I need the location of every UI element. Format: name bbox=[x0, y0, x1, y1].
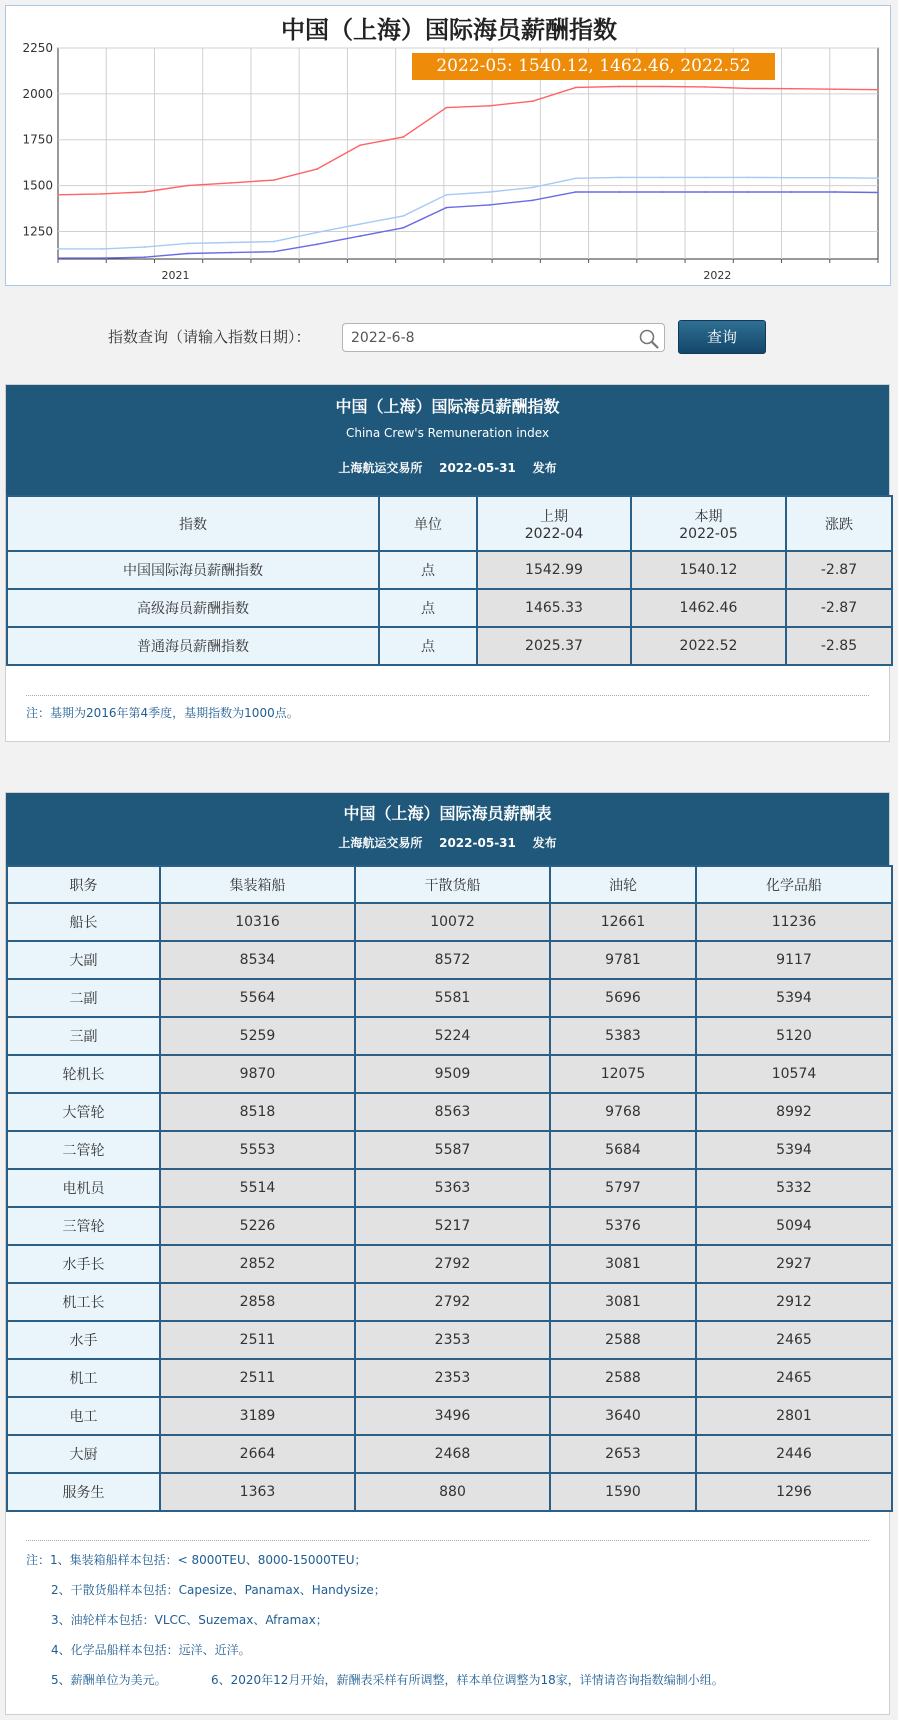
salary-cell: 5226 bbox=[160, 1207, 355, 1245]
salary-cell: 2653 bbox=[550, 1435, 696, 1473]
salary-cell: 2468 bbox=[355, 1435, 550, 1473]
rank-cell: 机工 bbox=[7, 1359, 160, 1397]
salary-cell: 2792 bbox=[355, 1245, 550, 1283]
salary-cell: 2465 bbox=[696, 1359, 892, 1397]
rank-cell: 水手 bbox=[7, 1321, 160, 1359]
salary-cell: 2912 bbox=[696, 1283, 892, 1321]
query-label: 指数查询（请输入指数日期）： bbox=[108, 328, 311, 346]
data-point bbox=[230, 182, 232, 184]
table-row bbox=[7, 1245, 892, 1283]
publisher: 上海航运交易所 bbox=[338, 461, 423, 475]
data-point bbox=[618, 86, 620, 88]
salary-cell: 5696 bbox=[550, 979, 696, 1017]
salary-cell: 9781 bbox=[550, 941, 696, 979]
rank-cell: 二管轮 bbox=[7, 1131, 160, 1169]
salary-cell: 5394 bbox=[696, 979, 892, 1017]
salary-cell: 5259 bbox=[160, 1017, 355, 1055]
data-point bbox=[791, 88, 793, 90]
index-header-row bbox=[7, 496, 892, 551]
index-table-title: 中国（上海）国际海员薪酬指数 bbox=[335, 397, 560, 416]
header-index: 指数 bbox=[7, 496, 379, 551]
data-point bbox=[446, 194, 448, 196]
salary-cell: 5587 bbox=[355, 1131, 550, 1169]
index-unit: 点 bbox=[379, 551, 477, 589]
data-point bbox=[704, 191, 706, 193]
index-panel bbox=[5, 384, 890, 742]
salary-note-6: 6、2020年12月开始，薪酬表采样有所调整，样本单位调整为18家，详情请咨询指数编制小组。 bbox=[211, 1673, 724, 1687]
y-tick-label: 2250 bbox=[22, 41, 53, 55]
data-point bbox=[187, 185, 189, 187]
salary-cell: 5564 bbox=[160, 979, 355, 1017]
data-point bbox=[661, 191, 663, 193]
index-unit: 点 bbox=[379, 627, 477, 665]
chart-title: 中国（上海）国际海员薪酬指数 bbox=[281, 16, 617, 44]
data-point bbox=[575, 177, 577, 179]
rank-cell: 二副 bbox=[7, 979, 160, 1017]
salary-cell: 2801 bbox=[696, 1397, 892, 1435]
table-row bbox=[7, 1131, 892, 1169]
salary-cell: 5376 bbox=[550, 1207, 696, 1245]
data-point bbox=[877, 177, 879, 179]
index-curr: 1462.46 bbox=[631, 589, 786, 627]
salary-cell: 5797 bbox=[550, 1169, 696, 1207]
publish-date: 2022-05-31 bbox=[439, 461, 516, 475]
salary-cell: 2353 bbox=[355, 1359, 550, 1397]
salary-cell: 8992 bbox=[696, 1093, 892, 1131]
publish-label: 发布 bbox=[532, 461, 557, 475]
rank-cell: 船长 bbox=[7, 903, 160, 941]
salary-note-2: 2、干散货船样本包括：Capesize、Panamax、Handysize； bbox=[51, 1583, 386, 1597]
index-table bbox=[6, 495, 893, 666]
data-point bbox=[748, 176, 750, 178]
index-prev: 2025.37 bbox=[477, 627, 631, 665]
date-query-field[interactable] bbox=[342, 323, 665, 352]
index-table-publish-line bbox=[6, 455, 889, 485]
table-row bbox=[7, 941, 892, 979]
rank-cell: 三副 bbox=[7, 1017, 160, 1055]
header-unit: 单位 bbox=[379, 496, 477, 551]
data-point bbox=[57, 248, 59, 250]
salary-note-3: 3、油轮样本包括：VLCC、Suzemax、Aframax； bbox=[51, 1613, 328, 1627]
salary-notes bbox=[6, 1541, 889, 1701]
rank-cell: 电机员 bbox=[7, 1169, 160, 1207]
salary-cell: 2588 bbox=[550, 1321, 696, 1359]
data-point bbox=[877, 89, 879, 91]
rank-cell: 三管轮 bbox=[7, 1207, 160, 1245]
table-row bbox=[7, 627, 892, 665]
rank-cell: 大厨 bbox=[7, 1435, 160, 1473]
salary-panel bbox=[5, 792, 890, 1715]
salary-header-cell: 集装箱船 bbox=[160, 866, 355, 903]
y-tick-label: 1250 bbox=[22, 224, 53, 239]
index-change: -2.85 bbox=[786, 627, 892, 665]
salary-cell: 3081 bbox=[550, 1245, 696, 1283]
salary-cell: 5363 bbox=[355, 1169, 550, 1207]
data-point bbox=[489, 191, 491, 193]
salary-cell: 2852 bbox=[160, 1245, 355, 1283]
salary-header-cell: 干散货船 bbox=[355, 866, 550, 903]
index-name: 普通海员薪酬指数 bbox=[7, 627, 379, 665]
data-point bbox=[100, 257, 102, 259]
salary-cell: 3081 bbox=[550, 1283, 696, 1321]
salary-note-1: 注：1、集装箱船样本包括：< 8000TEU、8000-15000TEU； bbox=[26, 1553, 367, 1567]
publisher: 上海航运交易所 bbox=[338, 836, 423, 850]
data-point bbox=[402, 215, 404, 217]
table-row bbox=[7, 1473, 892, 1511]
date-input[interactable] bbox=[351, 324, 621, 351]
table-row bbox=[7, 1283, 892, 1321]
data-point bbox=[230, 252, 232, 254]
salary-cell: 5581 bbox=[355, 979, 550, 1017]
salary-cell: 2465 bbox=[696, 1321, 892, 1359]
data-point bbox=[100, 248, 102, 250]
data-point bbox=[446, 207, 448, 209]
rank-cell: 大副 bbox=[7, 941, 160, 979]
data-point bbox=[661, 176, 663, 178]
table-row bbox=[7, 903, 892, 941]
data-point bbox=[489, 204, 491, 206]
publish-label: 发布 bbox=[532, 836, 557, 850]
salary-cell: 880 bbox=[355, 1473, 550, 1511]
data-point bbox=[359, 235, 361, 237]
salary-cell: 5120 bbox=[696, 1017, 892, 1055]
salary-header-cell: 油轮 bbox=[550, 866, 696, 903]
salary-cell: 9509 bbox=[355, 1055, 550, 1093]
data-point bbox=[877, 192, 879, 194]
table-row bbox=[7, 589, 892, 627]
data-point bbox=[618, 176, 620, 178]
salary-cell: 8518 bbox=[160, 1093, 355, 1131]
data-point bbox=[143, 246, 145, 248]
salary-header-cell: 化学品船 bbox=[696, 866, 892, 903]
salary-cell: 5094 bbox=[696, 1207, 892, 1245]
data-point bbox=[575, 87, 577, 89]
index-curr: 1540.12 bbox=[631, 551, 786, 589]
data-point bbox=[446, 107, 448, 109]
data-point bbox=[57, 194, 59, 196]
header-change: 涨跌 bbox=[786, 496, 892, 551]
x-tick-label: 2022 bbox=[703, 269, 732, 282]
salary-cell: 5514 bbox=[160, 1169, 355, 1207]
data-point bbox=[704, 86, 706, 88]
x-tick-label: 2021 bbox=[161, 269, 190, 282]
header-curr-date: 2022-05 bbox=[679, 525, 738, 542]
salary-cell: 2511 bbox=[160, 1321, 355, 1359]
search-icon[interactable] bbox=[638, 328, 660, 350]
rank-cell: 电工 bbox=[7, 1397, 160, 1435]
salary-cell: 2792 bbox=[355, 1283, 550, 1321]
salary-header-cell: 职务 bbox=[7, 866, 160, 903]
rank-cell: 服务生 bbox=[7, 1473, 160, 1511]
query-button[interactable]: 查询 bbox=[678, 320, 766, 354]
table-row bbox=[7, 551, 892, 589]
data-point bbox=[100, 193, 102, 195]
salary-cell: 2446 bbox=[696, 1435, 892, 1473]
salary-cell: 11236 bbox=[696, 903, 892, 941]
index-prev: 1542.99 bbox=[477, 551, 631, 589]
table-row bbox=[7, 1093, 892, 1131]
data-point bbox=[791, 177, 793, 179]
salary-cell: 2927 bbox=[696, 1245, 892, 1283]
salary-table bbox=[6, 865, 893, 1512]
salary-cell: 9870 bbox=[160, 1055, 355, 1093]
index-name: 中国国际海员薪酬指数 bbox=[7, 551, 379, 589]
salary-cell: 10072 bbox=[355, 903, 550, 941]
table-row bbox=[7, 1169, 892, 1207]
salary-cell: 3496 bbox=[355, 1397, 550, 1435]
salary-cell: 8563 bbox=[355, 1093, 550, 1131]
header-prev-date: 2022-04 bbox=[524, 525, 584, 542]
header-curr-label: 本期 bbox=[694, 508, 723, 525]
data-point bbox=[748, 87, 750, 89]
data-point bbox=[489, 105, 491, 107]
data-point bbox=[575, 191, 577, 193]
salary-cell: 1590 bbox=[550, 1473, 696, 1511]
data-point bbox=[532, 100, 534, 102]
rank-cell: 机工长 bbox=[7, 1283, 160, 1321]
data-point bbox=[143, 191, 145, 193]
data-point bbox=[834, 88, 836, 90]
index-trend-chart bbox=[5, 5, 891, 286]
data-point bbox=[359, 144, 361, 146]
salary-header-row bbox=[7, 866, 892, 903]
index-curr: 2022.52 bbox=[631, 627, 786, 665]
data-point bbox=[748, 191, 750, 193]
table-row bbox=[7, 1321, 892, 1359]
header-curr bbox=[631, 496, 786, 551]
rank-cell: 轮机长 bbox=[7, 1055, 160, 1093]
index-note: 注：基期为2016年第4季度，基期指数为1000点。 bbox=[26, 706, 299, 720]
salary-cell: 5332 bbox=[696, 1169, 892, 1207]
salary-cell: 1363 bbox=[160, 1473, 355, 1511]
data-point bbox=[704, 176, 706, 178]
salary-cell: 5224 bbox=[355, 1017, 550, 1055]
data-point bbox=[57, 257, 59, 259]
publish-date: 2022-05-31 bbox=[439, 836, 516, 850]
salary-cell: 3189 bbox=[160, 1397, 355, 1435]
index-table-header bbox=[6, 385, 889, 495]
salary-cell: 12075 bbox=[550, 1055, 696, 1093]
salary-cell: 10574 bbox=[696, 1055, 892, 1093]
header-prev bbox=[477, 496, 631, 551]
table-row bbox=[7, 979, 892, 1017]
salary-cell: 5383 bbox=[550, 1017, 696, 1055]
data-point bbox=[402, 227, 404, 229]
data-point bbox=[359, 223, 361, 225]
rank-cell: 水手长 bbox=[7, 1245, 160, 1283]
header-prev-label: 上期 bbox=[540, 508, 568, 525]
salary-cell: 5684 bbox=[550, 1131, 696, 1169]
index-change: -2.87 bbox=[786, 589, 892, 627]
salary-cell: 2858 bbox=[160, 1283, 355, 1321]
data-point bbox=[618, 191, 620, 193]
salary-cell: 10316 bbox=[160, 903, 355, 941]
data-point bbox=[791, 191, 793, 193]
index-change: -2.87 bbox=[786, 551, 892, 589]
data-point bbox=[316, 231, 318, 233]
index-name: 高级海员薪酬指数 bbox=[7, 589, 379, 627]
data-point bbox=[273, 241, 275, 243]
data-point bbox=[273, 179, 275, 181]
table-row bbox=[7, 1017, 892, 1055]
salary-cell: 5553 bbox=[160, 1131, 355, 1169]
table-row bbox=[7, 1435, 892, 1473]
chart-canvas bbox=[6, 6, 892, 287]
data-point bbox=[532, 187, 534, 189]
y-tick-label: 1500 bbox=[22, 178, 53, 193]
salary-cell: 8572 bbox=[355, 941, 550, 979]
chart-tooltip: 2022-05: 1540.12, 1462.46, 2022.52 bbox=[412, 53, 775, 80]
data-point bbox=[402, 136, 404, 138]
table-row bbox=[7, 1055, 892, 1093]
data-point bbox=[187, 243, 189, 245]
salary-note-5: 5、薪酬单位为美元。 bbox=[51, 1673, 167, 1687]
salary-table-header bbox=[6, 793, 889, 865]
index-prev: 1465.33 bbox=[477, 589, 631, 627]
rank-cell: 大管轮 bbox=[7, 1093, 160, 1131]
salary-cell: 1296 bbox=[696, 1473, 892, 1511]
data-point bbox=[661, 86, 663, 88]
table-row bbox=[7, 1207, 892, 1245]
index-table-subtitle-en: China Crew's Remuneration index bbox=[345, 426, 550, 440]
salary-cell: 2511 bbox=[160, 1359, 355, 1397]
salary-cell: 2353 bbox=[355, 1321, 550, 1359]
salary-table-title: 中国（上海）国际海员薪酬表 bbox=[343, 804, 552, 823]
salary-cell: 12661 bbox=[550, 903, 696, 941]
data-point bbox=[316, 243, 318, 245]
data-point bbox=[187, 253, 189, 255]
salary-cell: 5394 bbox=[696, 1131, 892, 1169]
salary-cell: 2588 bbox=[550, 1359, 696, 1397]
data-point bbox=[316, 168, 318, 170]
data-point bbox=[273, 251, 275, 253]
salary-note-4: 4、化学品船样本包括：远洋、近洋。 bbox=[51, 1643, 251, 1657]
data-point bbox=[143, 256, 145, 258]
salary-cell: 9768 bbox=[550, 1093, 696, 1131]
y-tick-label: 1750 bbox=[22, 132, 53, 147]
salary-table-publish-line bbox=[6, 831, 889, 855]
salary-cell: 9117 bbox=[696, 941, 892, 979]
table-row bbox=[7, 1397, 892, 1435]
table-row bbox=[7, 1359, 892, 1397]
salary-cell: 2664 bbox=[160, 1435, 355, 1473]
data-point bbox=[532, 199, 534, 201]
index-unit: 点 bbox=[379, 589, 477, 627]
data-point bbox=[834, 177, 836, 179]
salary-cell: 3640 bbox=[550, 1397, 696, 1435]
salary-cell: 5217 bbox=[355, 1207, 550, 1245]
salary-cell: 8534 bbox=[160, 941, 355, 979]
data-point bbox=[834, 191, 836, 193]
y-tick-label: 2000 bbox=[22, 86, 53, 101]
data-point bbox=[230, 242, 232, 244]
